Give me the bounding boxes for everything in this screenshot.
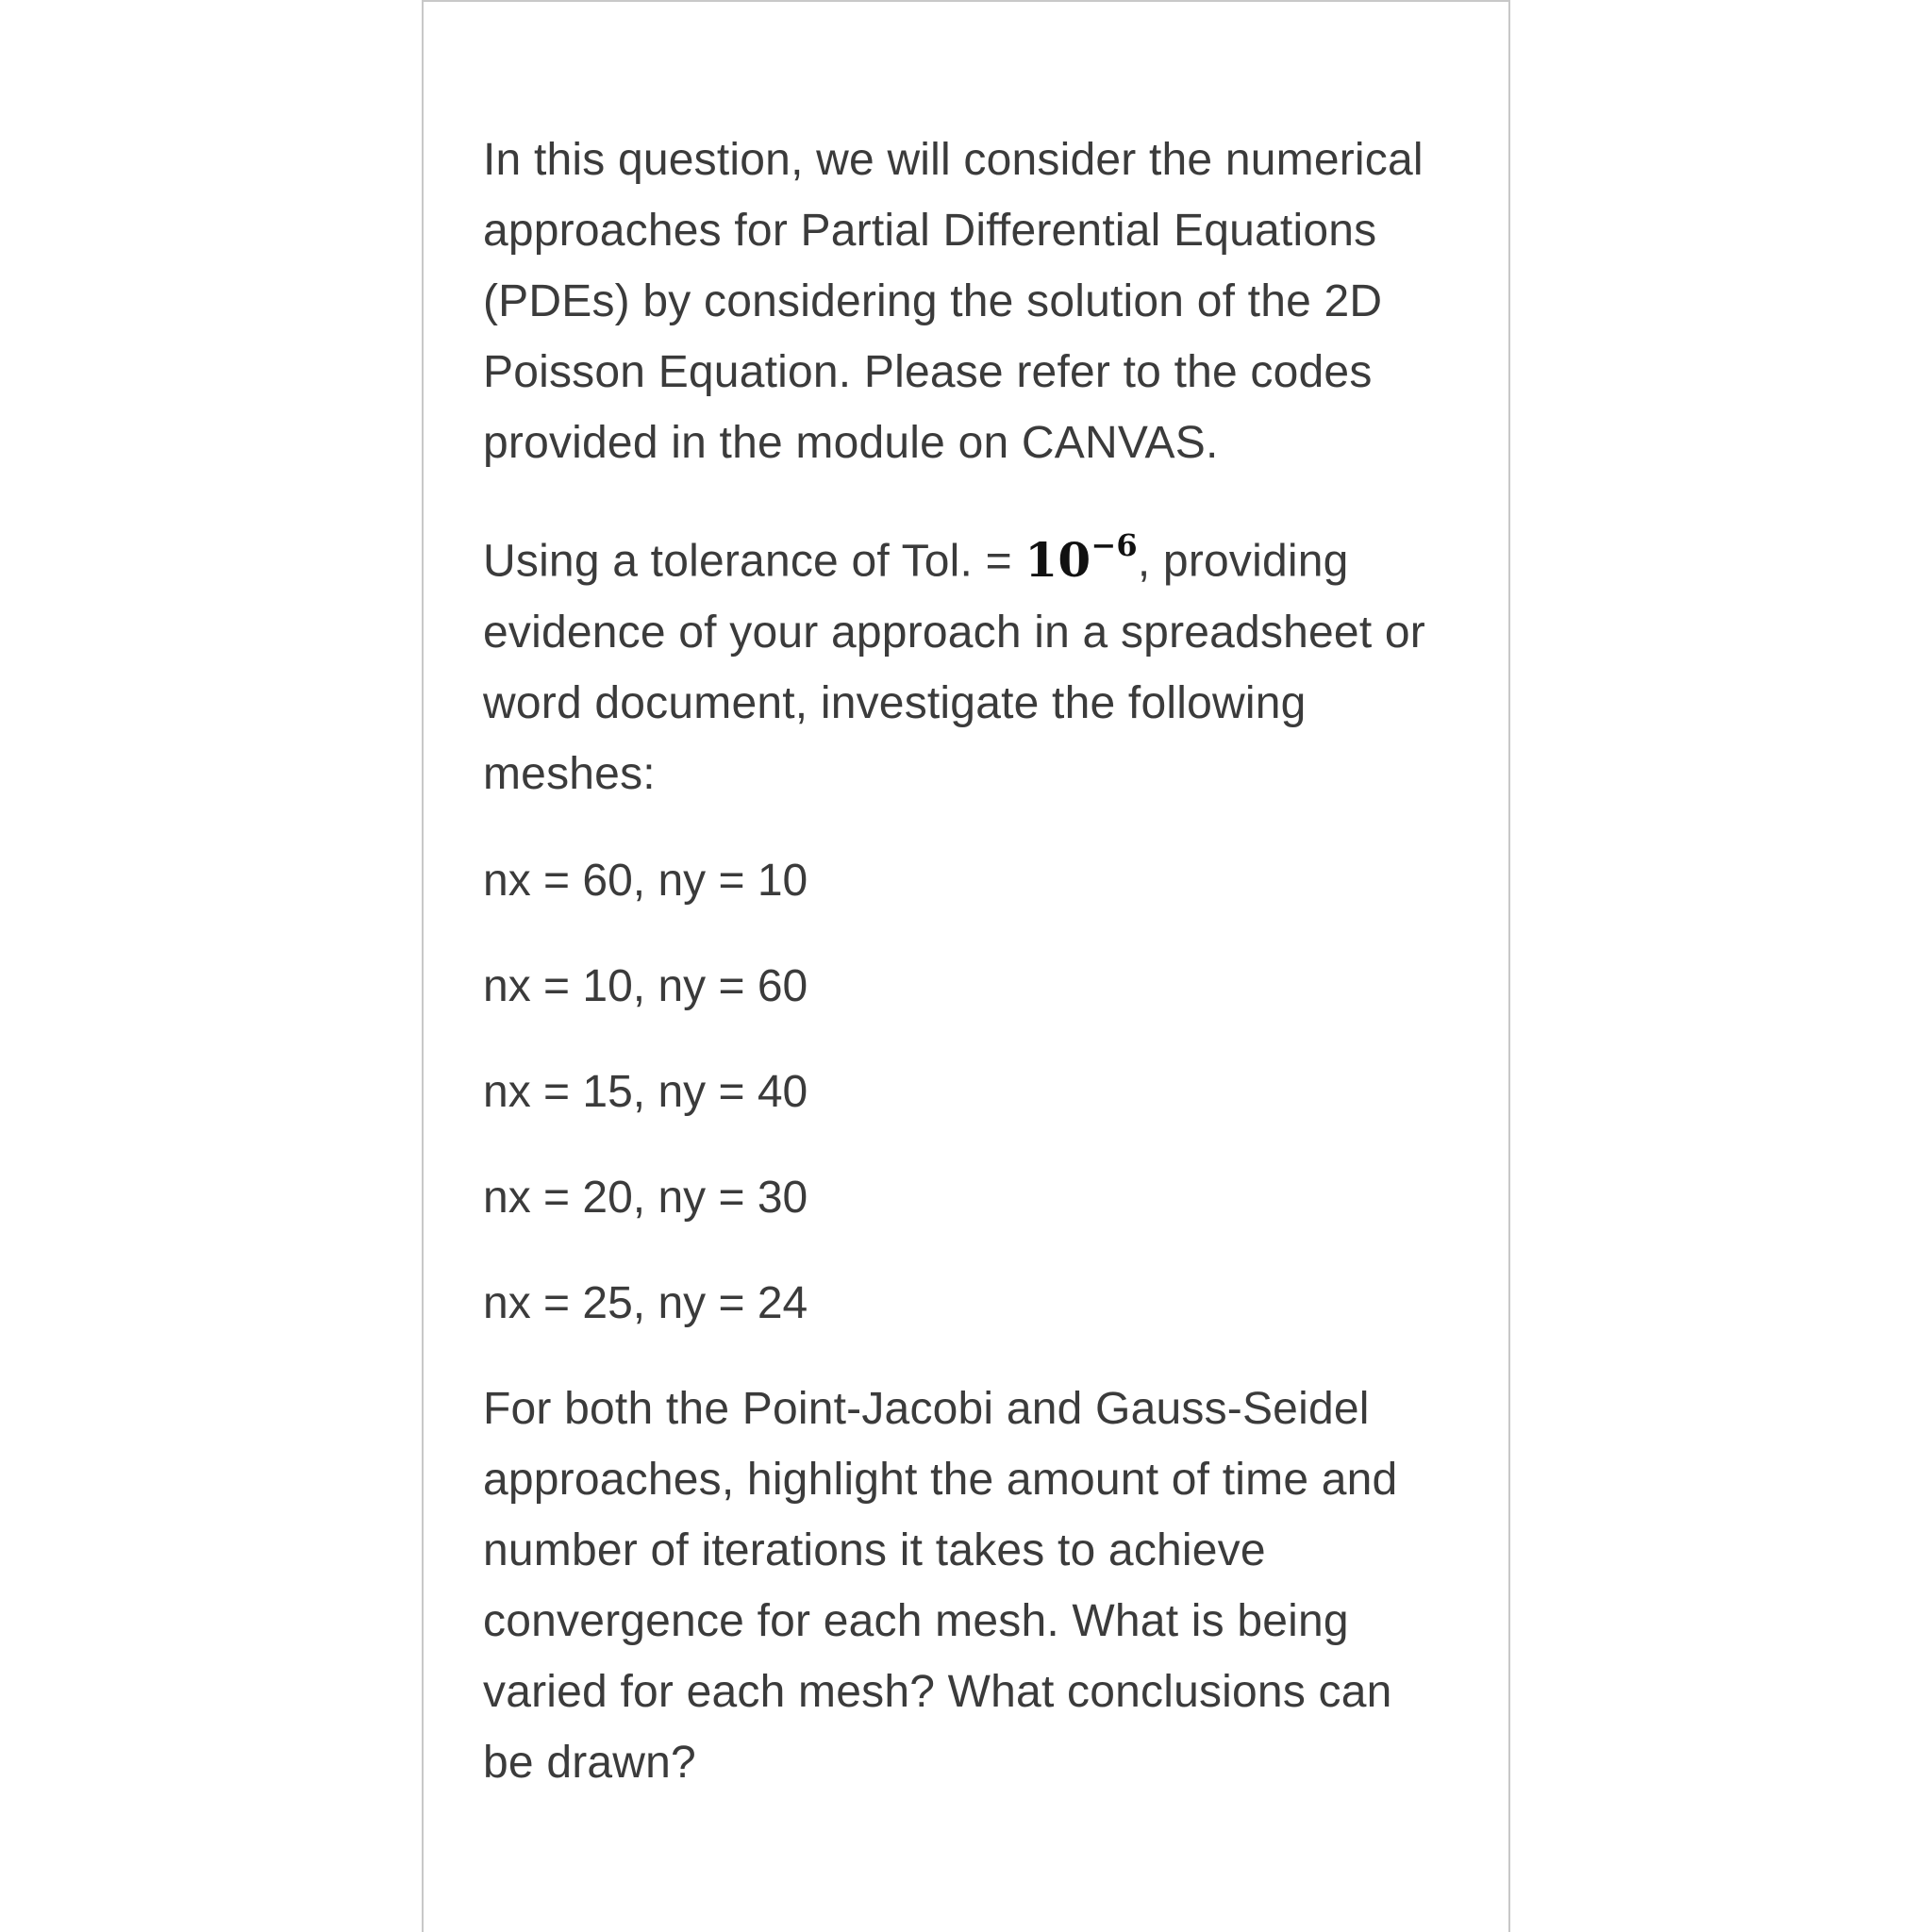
intro-paragraph: In this question, we will consider the numerical approaches for Partial Differential Equations (PDEs) by considering the solution of the 2D Poisson Equation. Please refer to the codes provided in the module on CANVAS. bbox=[483, 135, 1424, 468]
question-card bbox=[422, 0, 1510, 1932]
mesh-item: nx = 15, ny = 40 bbox=[483, 1066, 808, 1117]
tolerance-paragraph bbox=[483, 514, 1455, 809]
mesh-item: nx = 60, ny = 10 bbox=[483, 855, 808, 906]
closing-paragraph: For both the Point-Jacobi and Gauss-Seidel approaches, highlight the amount of time and number of iterations it takes to achieve convergence for each mesh. What is being varied for each mesh? What conclusions can be drawn? bbox=[483, 1383, 1398, 1788]
tolerance-value bbox=[1024, 527, 1138, 588]
tolerance-exponent: −6 bbox=[1091, 527, 1138, 563]
tolerance-prefix: Using a tolerance of Tol. = bbox=[483, 536, 1025, 587]
tolerance-base: 10 bbox=[1024, 531, 1091, 588]
tolerance-suffix: , providing evidence of your approach in a spreadsheet or word document, investigate the following meshes: bbox=[483, 536, 1425, 799]
question-content bbox=[483, 125, 1455, 1834]
mesh-item: nx = 20, ny = 30 bbox=[483, 1172, 808, 1223]
mesh-item: nx = 25, ny = 24 bbox=[483, 1277, 808, 1328]
mesh-item: nx = 10, ny = 60 bbox=[483, 960, 808, 1011]
